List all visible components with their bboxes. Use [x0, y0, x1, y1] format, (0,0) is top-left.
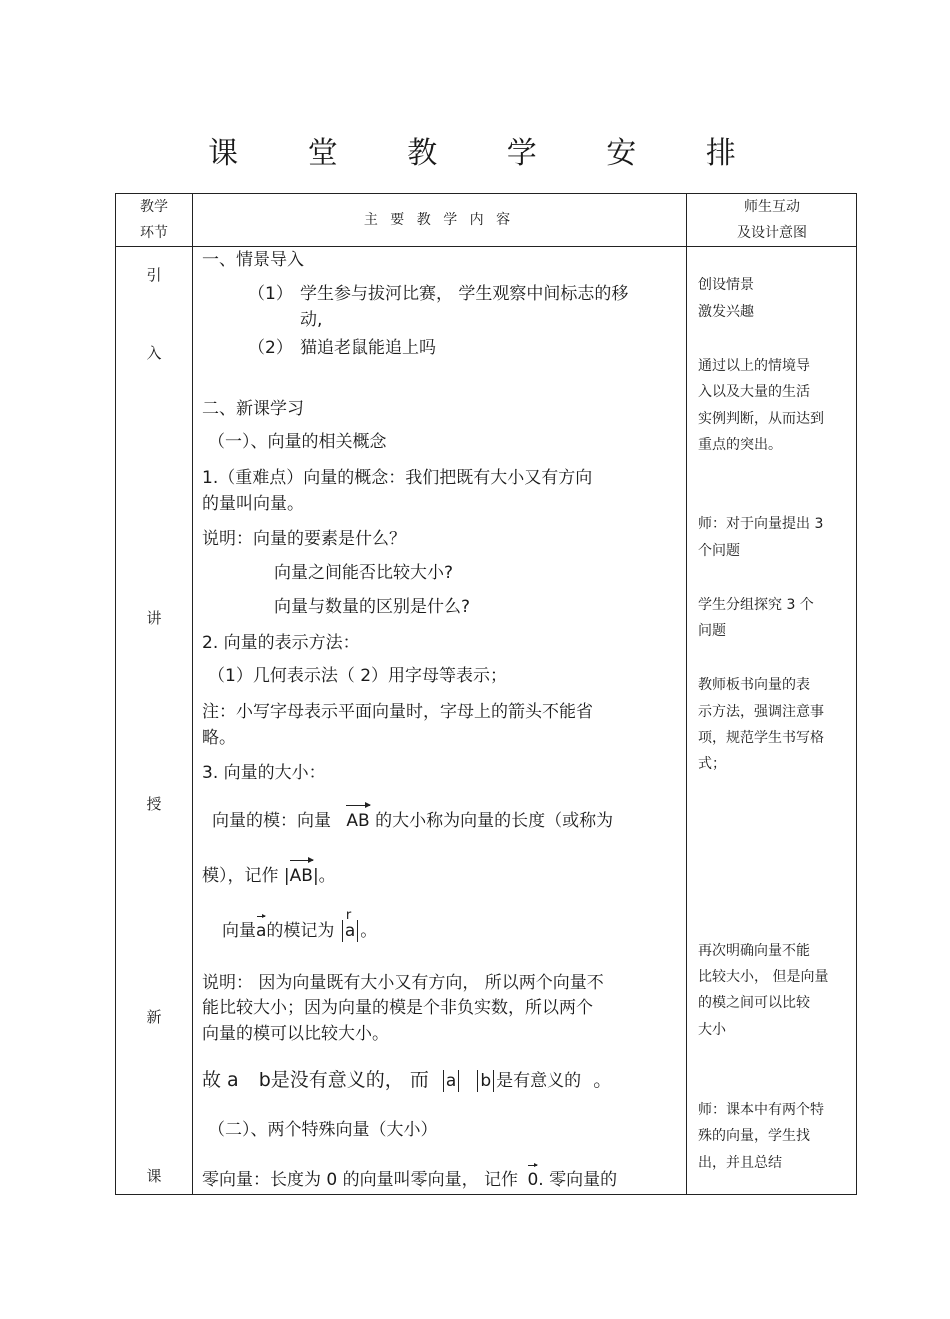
- text-span: |。: [312, 866, 336, 886]
- header-interaction-line2: 及设计意图: [737, 225, 807, 241]
- intro-item-text: 猫追老鼠能追上吗: [300, 338, 436, 358]
- section-new-lesson-title: 二、新课学习: [202, 399, 304, 419]
- vector-arrow-icon: [257, 916, 265, 917]
- note-line: 重点的突出。: [698, 437, 782, 453]
- header-interaction-line1: 师生互动: [744, 199, 800, 215]
- abs-a: a: [445, 1071, 457, 1091]
- section-intro-title: 一、情景导入: [202, 250, 304, 270]
- header-stage-line2: 环节: [140, 225, 168, 241]
- vector-ab: [346, 809, 369, 834]
- text-span: b是没有意义的， 而: [258, 1069, 429, 1091]
- question: 向量之间能否比较大小?: [274, 563, 454, 583]
- vector-a: [256, 919, 266, 944]
- vector-label: a: [256, 921, 267, 941]
- note-line: 实例判断，从而达到: [698, 411, 824, 427]
- abs-b: b: [480, 1071, 492, 1091]
- vector-ab: [290, 864, 313, 889]
- text-span: 零向量：长度为 0 的向量叫零向量， 记作: [202, 1170, 519, 1190]
- subsection-title: （一）、向量的相关概念: [208, 432, 387, 452]
- text-span: 向量的模：向量: [212, 811, 331, 831]
- vector-label: AB: [289, 866, 313, 886]
- header-interaction: [686, 194, 858, 246]
- note-line: 示方法，强调注意事: [698, 704, 824, 720]
- note-line: 再次明确向量不能: [698, 943, 810, 959]
- note-line: 个问题: [698, 543, 740, 559]
- intro-item-number: （1）: [248, 284, 293, 304]
- paragraph: （1）几何表示法（ 2）用字母等表示；: [208, 666, 508, 686]
- stage-char: 入: [146, 344, 162, 362]
- note-line: 入以及大量的生活: [698, 384, 810, 400]
- note-line: 学生分组探究 3 个: [698, 597, 814, 613]
- header-divider: [116, 246, 856, 247]
- zero-vector: [527, 1168, 538, 1193]
- paragraph: 的量叫向量。: [202, 494, 304, 514]
- column-divider: [686, 194, 687, 1194]
- stage-char: 新: [146, 1008, 162, 1026]
- abs-bar: [458, 1070, 459, 1092]
- text-span: 。: [593, 1069, 613, 1091]
- explanation: 说明： 因为向量既有大小又有方向， 所以两个向量不: [202, 973, 604, 993]
- text-span: 的模记为: [266, 921, 335, 941]
- modulus-notation-line: [202, 864, 336, 889]
- vector-arrow-icon: [290, 860, 313, 861]
- vector-label: a: [344, 921, 356, 941]
- paragraph: 2. 向量的表示方法：: [202, 633, 360, 653]
- header-stage-line1: 教学: [140, 199, 168, 215]
- note-line: 项，规范学生书写格: [698, 730, 824, 746]
- text-span: 向量: [222, 921, 256, 941]
- modulus-definition-line: [212, 809, 613, 834]
- abs-bar: [477, 1070, 478, 1092]
- abs-bar: [357, 920, 358, 942]
- text-span: 模），记作 |: [202, 866, 290, 886]
- zero-vector-line: [202, 1168, 617, 1193]
- text-span: . 零向量的: [538, 1170, 618, 1190]
- text-span: 故 a: [202, 1069, 239, 1091]
- note-line: 比较大小， 但是向量: [698, 969, 829, 985]
- note-line: 激发兴趣: [698, 304, 754, 320]
- subsection-title: （二）、两个特殊向量（大小）: [208, 1120, 438, 1140]
- intro-item-text: 学生参与拔河比赛， 学生观察中间标志的移: [300, 284, 629, 304]
- note-line: 创设情景: [698, 277, 754, 293]
- text-span: 。: [360, 921, 378, 941]
- intro-item-number: （2）: [248, 338, 293, 358]
- stage-char: 讲: [146, 609, 162, 627]
- explanation: 向量的模可以比较大小。: [202, 1024, 389, 1044]
- note-line: 师：对于向量提出 3: [698, 516, 824, 532]
- abs-bar: [342, 920, 343, 942]
- question: 向量与数量的区别是什么?: [274, 597, 471, 617]
- note: 略。: [202, 728, 236, 748]
- note-line: 的模之间可以比较: [698, 995, 810, 1011]
- note-line: 出，并且总结: [698, 1155, 782, 1171]
- note-line: 教师板书向量的表: [698, 677, 810, 693]
- stage-char: 引: [146, 266, 162, 284]
- vector-mark: r: [345, 908, 352, 923]
- question: 说明：向量的要素是什么？: [202, 529, 406, 549]
- intro-item-text: 动,: [300, 310, 323, 330]
- abs-bar: [493, 1070, 494, 1092]
- note-line: 问题: [698, 623, 726, 639]
- note-line: 师：课本中有两个特: [698, 1102, 824, 1118]
- vector-arrow-icon: [528, 1165, 537, 1166]
- lesson-plan-table: [115, 193, 857, 1195]
- vector-label: AB: [346, 811, 370, 831]
- stage-char: 课: [146, 1167, 162, 1185]
- explanation: 能比较大小；因为向量的模是个非负实数，所以两个: [202, 998, 593, 1018]
- vector-label: 0: [527, 1170, 539, 1190]
- note-line: 通过以上的情境导: [698, 358, 810, 374]
- text-span: 的大小称为向量的长度（或称为: [375, 811, 614, 831]
- paragraph: 3. 向量的大小：: [202, 763, 326, 783]
- header-stage: [116, 194, 192, 246]
- note-line: 大小: [698, 1022, 726, 1038]
- text-span: 是有意义的: [496, 1071, 582, 1091]
- page-title: 课 堂 教 学 安 排: [208, 136, 766, 171]
- paragraph: 1.（重难点）向量的概念：我们把既有大小又有方向: [202, 468, 593, 488]
- column-divider: [192, 194, 193, 1194]
- note-line: 殊的向量，学生找: [698, 1128, 810, 1144]
- abs-vector-a: [344, 908, 356, 941]
- note-line: 式；: [698, 756, 726, 772]
- abs-bar: [443, 1070, 444, 1092]
- note: 注：小写字母表示平面向量时，字母上的箭头不能省: [202, 702, 593, 722]
- header-content: 主 要 教 学 内 容: [363, 212, 515, 228]
- stage-char: 授: [146, 795, 162, 813]
- vector-a-modulus-line: [222, 908, 378, 944]
- conclusion-line: [202, 1068, 612, 1094]
- vector-arrow-icon: [346, 805, 369, 806]
